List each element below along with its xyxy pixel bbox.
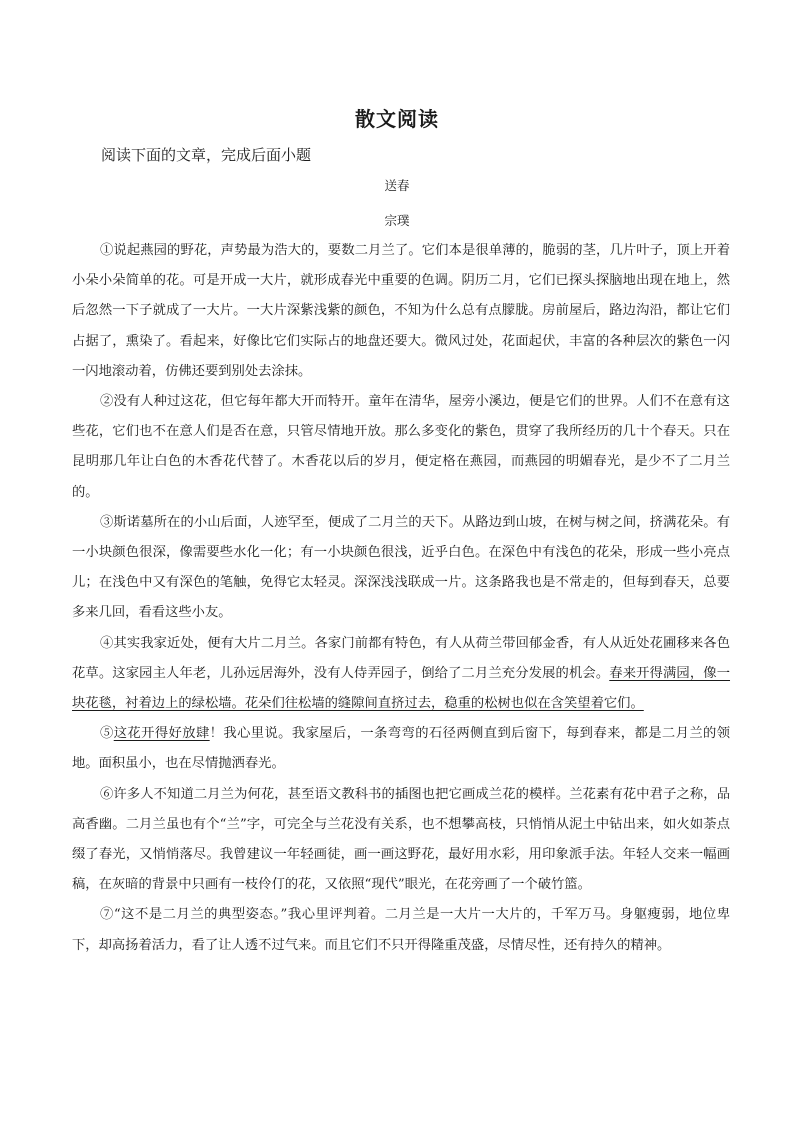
article-title: 送春: [384, 178, 410, 193]
paragraph-4-text: ④其实我家近处，便有大片二月兰。各家门前都有特色，有人从荷兰带回郁金香，有人从近处花圃移来各色花草。这家园主人年老，儿孙远居海外，没有人侍弄园子，倒给了二月兰充分发展的机会。: [72, 635, 730, 681]
instruction-text: 阅读下面的文章，完成后面小题: [101, 146, 312, 164]
article-author: 宗璞: [384, 213, 410, 228]
paragraph-5-text: ！我心里说。我家屋后，一条弯弯的石径两侧直到后窗下，每到春来，都是二月兰的领地。面积虽小，也在尽情抛洒春光。: [72, 726, 731, 772]
paragraph-1: ①说起燕园的野花，声势最为浩大的，要数二月兰了。它们本是很单薄的，脆弱的茎，几片叶子，顶上开着小朵小朵简单的花。可是开成一大片，就形成春光中重要的色调。阴历二月，它们已探头探脑地出现在地上，然后忽然一下子就成了一大片。一大片深紫浅紫的颜色，不知为什么总有点朦胧。房前屋后，路边沟沿，都让它们占据了，熏染了。看起来，好像比它们实际占的地盘还要大。微风过处，花面起伏，丰富的各种层次的紫色一闪一闪地滚动着，仿佛还要到别处去涂抹。: [72, 243, 730, 379]
paragraph-7: ⑦“这不是二月兰的典型姿态。”我心里评判着。二月兰是一大片一大片的，千军万马。身躯瘦弱，地位卑下，却高扬着活力，看了让人透不过气来。而且它们不只开得隆重茂盛，尽情尽性，还有持久的精神。: [72, 907, 730, 953]
underlined-phrase: 这花开得好放肆: [113, 726, 210, 742]
article-body: [72, 236, 730, 961]
paragraph-4: [72, 629, 730, 720]
paragraph-5-number: ⑤: [100, 726, 114, 742]
page-title: 散文阅读: [355, 107, 439, 131]
paragraph-2: ②没有人种过这花，但它每年都大开而特开。童年在清华，屋旁小溪边，便是它们的世界。人们不在意有这些花，它们也不在意人们是否在意，只管尽情地开放。那么多变化的紫色，贯穿了我所经历的几十个春天。只在昆明那几年让白色的木香花代替了。木香花以后的岁月，便定格在燕园，而燕园的明媚春光，是少不了二月兰的。: [72, 394, 730, 500]
paragraph-3: ③斯诺墓所在的小山后面，人迹罕至，便成了二月兰的天下。从路边到山坡，在树与树之间，挤满花朵。有一小块颜色很深，像需要些水化一化；有一小块颜色很浅，近乎白色。在深色中有浅色的花朵，形成一些小亮点儿；在浅色中又有深色的笔触，免得它太轻灵。深深浅浅联成一片。这条路我也是不常走的，但每到春天，总要多来几回，看看这些小友。: [72, 514, 730, 621]
paragraph-5: [72, 719, 730, 779]
underlined-sentence: 春来开得满园，像一块花毯，衬着边上的绿松墙。花朵们往松墙的缝隙间直挤过去，稳重的松树也似在含笑望着它们。: [72, 665, 731, 712]
paragraph-6: ⑥许多人不知道二月兰为何花，甚至语文教科书的插图也把它画成兰花的模样。兰花素有花中君子之称，品高香幽。二月兰虽也有个“兰”字，可完全与兰花没有关系，也不想攀高枝，只悄悄从泥土中钻出来，如火如荼点缀了春光，又悄悄落尽。我曾建议一年轻画徒，画一画这野花，最好用水彩，用印象派手法。年轻人交来一幅画稿，在灰暗的背景中只画有一枝伶仃的花，又依照“现代”眼光，在花旁画了一个破竹篮。: [72, 786, 730, 893]
